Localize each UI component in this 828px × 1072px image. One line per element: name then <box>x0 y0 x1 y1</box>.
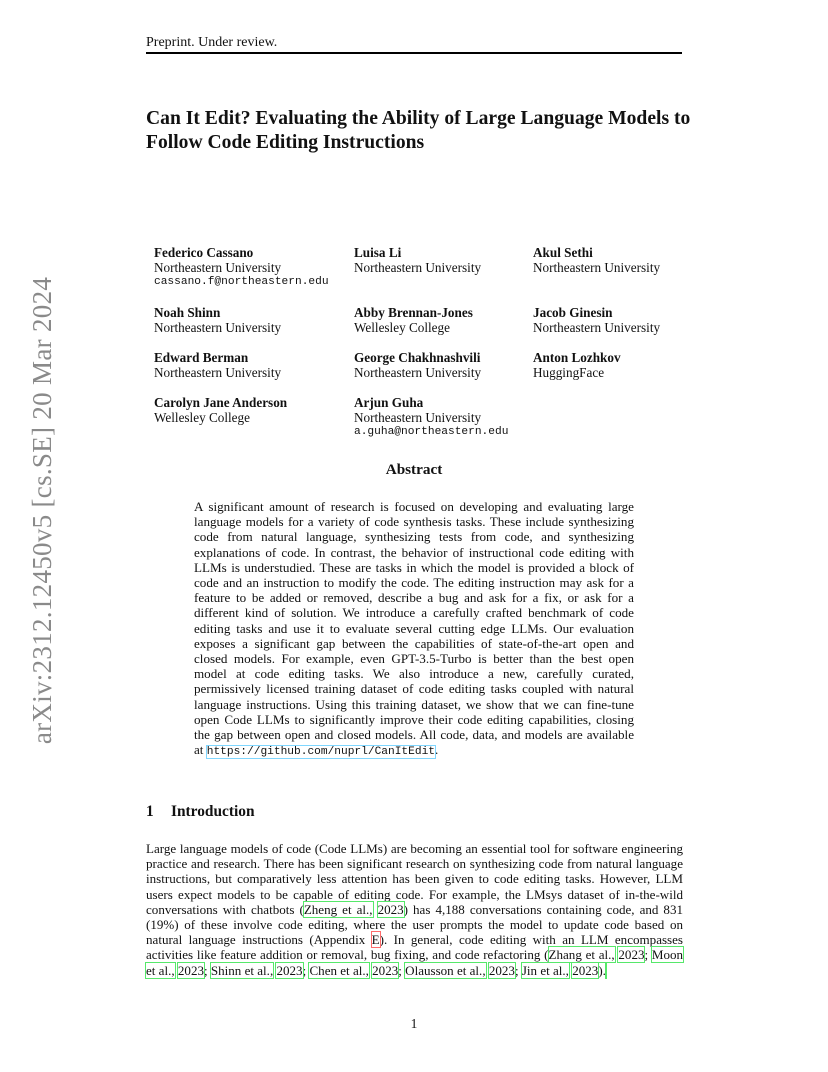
author-name: Jacob Ginesin <box>533 305 613 320</box>
section-heading <box>146 803 255 821</box>
arxiv-identifier: arXiv:2312.12450v5 [cs.SE] 20 Mar 2024 <box>27 276 58 744</box>
author-affiliation: Wellesley College <box>154 410 250 426</box>
intro-text <box>373 902 378 917</box>
intro-text: ) has 4,188 conversations containing code, and 831 (19%) of these involve code editing, where the user prompts the model to update code based on natural language instructions (Appendix <box>146 901 683 948</box>
citation-link[interactable]: 2023 <box>572 962 599 978</box>
author <box>533 305 660 335</box>
introduction-paragraph <box>146 841 683 978</box>
author <box>154 245 329 291</box>
running-head: Preprint. Under review. <box>146 35 278 50</box>
author-affiliation: HuggingFace <box>533 365 605 381</box>
author-affiliation: Northeastern University <box>354 410 482 426</box>
author-affiliation: Northeastern University <box>354 365 482 381</box>
citation-link[interactable]: Moon et al., <box>146 947 684 978</box>
citation-link[interactable]: Zhang et al., <box>548 947 615 963</box>
author-email[interactable]: a.guha@northeastern.edu <box>354 426 509 439</box>
abstract-body-text: A significant amount of research is focused on developing and evaluating large language models for a variety of code synthesis tasks. These include synthesizing code from natural language, synthesizing tests from code, and synthesizing explanations of code. In contrast, the behavior of instructional code editing with LLMs is understudied. These are tasks in which the model is provided a block of code and an instruction to modify the code. The editing instruction may ask for a feature to be added or removed, describe a bug and ask for a fix, or ask for a different kind of solution. We introduce a carefully crafted benchmark of code editing tasks and use it to evaluate several cutting edge LLMs. Our evaluation exposes a significant gap between the capabilities of state-of-the-art open and closed models. For example, even GPT-3.5-Turbo is better than the best open model at code editing tasks. We also introduce a new, carefully curated, permissively licensed training dataset of code editing tasks coupled with natural language instructions. Using this training dataset, we show that we can fine-tune open Code LLMs to significantly improve their code editing capabilities, closing the gap between open and closed models. All code, data, and models are available at <box>194 499 634 758</box>
appendix-link[interactable]: E <box>371 932 380 948</box>
author <box>154 350 281 380</box>
author-affiliation: Wellesley College <box>354 320 450 336</box>
intro-text: ; <box>302 962 310 978</box>
abstract-heading: Abstract <box>385 461 443 478</box>
author-affiliation: Northeastern University <box>533 320 661 336</box>
author-affiliation: Northeastern University <box>533 260 661 276</box>
citation-link[interactable]: 2023 <box>276 962 303 978</box>
header-rule <box>146 52 682 54</box>
author <box>154 395 287 425</box>
citation-link[interactable]: Zheng et al., <box>303 901 373 917</box>
citation-link[interactable]: Jin et al., <box>521 962 569 978</box>
citation-link[interactable]: 2023 <box>377 901 404 917</box>
author <box>533 245 660 275</box>
arxiv-side-stamp <box>22 270 64 750</box>
citation-link[interactable]: 2023 <box>618 947 645 963</box>
intro-text: ). In general, code editing with an LLM encompasses activities like feature addition or removal, bug fixing, and code refactoring ( <box>146 932 684 963</box>
citation-link[interactable]: 2023 <box>488 962 515 978</box>
author-email[interactable]: cassano.f@northeastern.edu <box>154 276 329 289</box>
author <box>354 395 508 441</box>
intro-text: ; <box>203 962 211 978</box>
author-name: Abby Brennan-Jones <box>354 305 473 320</box>
repository-link[interactable]: https://github.com/nuprl/CanItEdit <box>206 746 435 759</box>
author-name: Akul Sethi <box>533 245 593 260</box>
author <box>354 245 481 275</box>
author-name: Federico Cassano <box>154 245 254 260</box>
intro-text: Large language models of code (Code LLMs) are becoming an essential tool for software engineering practice and research. There has been significant research on synthesizing code from natural language instructions, but comparatively less attention has been given to code editing tasks. However, LLM users expect models to be capable of editing code. For example, the LMsys dataset of in-the-wild conversations with chatbots ( <box>146 841 683 917</box>
author-affiliation: Northeastern University <box>154 320 282 336</box>
author-affiliation: Northeastern University <box>154 365 282 381</box>
abstract-end: . <box>435 742 439 758</box>
citation-link[interactable]: Shinn et al., <box>210 962 274 978</box>
citation-link[interactable]: 2023 <box>177 962 204 978</box>
page-number: 1 <box>410 1016 418 1031</box>
author-name: Carolyn Jane Anderson <box>154 395 288 410</box>
intro-text: ; <box>514 962 522 978</box>
author-name: George Chakhnashvili <box>354 350 481 365</box>
paper-title: Can It Edit? Evaluating the Ability of Large Language Models to Follow Code Editing Instructions <box>146 108 691 153</box>
citation-link[interactable]: Olausson et al., <box>405 962 486 978</box>
author-name: Arjun Guha <box>354 395 424 410</box>
citation-link[interactable]: 2023 <box>372 962 399 978</box>
citation-link[interactable]: Chen et al., <box>309 962 369 978</box>
author-affiliation: Northeastern University <box>154 260 282 276</box>
author <box>354 305 473 335</box>
author <box>154 305 281 335</box>
intro-text: ). <box>598 962 606 978</box>
author-name: Anton Lozhkov <box>533 350 621 365</box>
author-name: Edward Berman <box>154 350 249 365</box>
intro-text: ; <box>398 962 406 978</box>
author <box>354 350 481 380</box>
author-affiliation: Northeastern University <box>354 260 482 276</box>
author-name: Luisa Li <box>354 245 402 260</box>
author-name: Noah Shinn <box>154 305 221 320</box>
abstract-text <box>194 499 634 760</box>
intro-text: ; <box>644 947 652 963</box>
author <box>533 350 621 380</box>
section-number: 1 <box>146 803 154 820</box>
section-title: Introduction <box>171 803 255 820</box>
